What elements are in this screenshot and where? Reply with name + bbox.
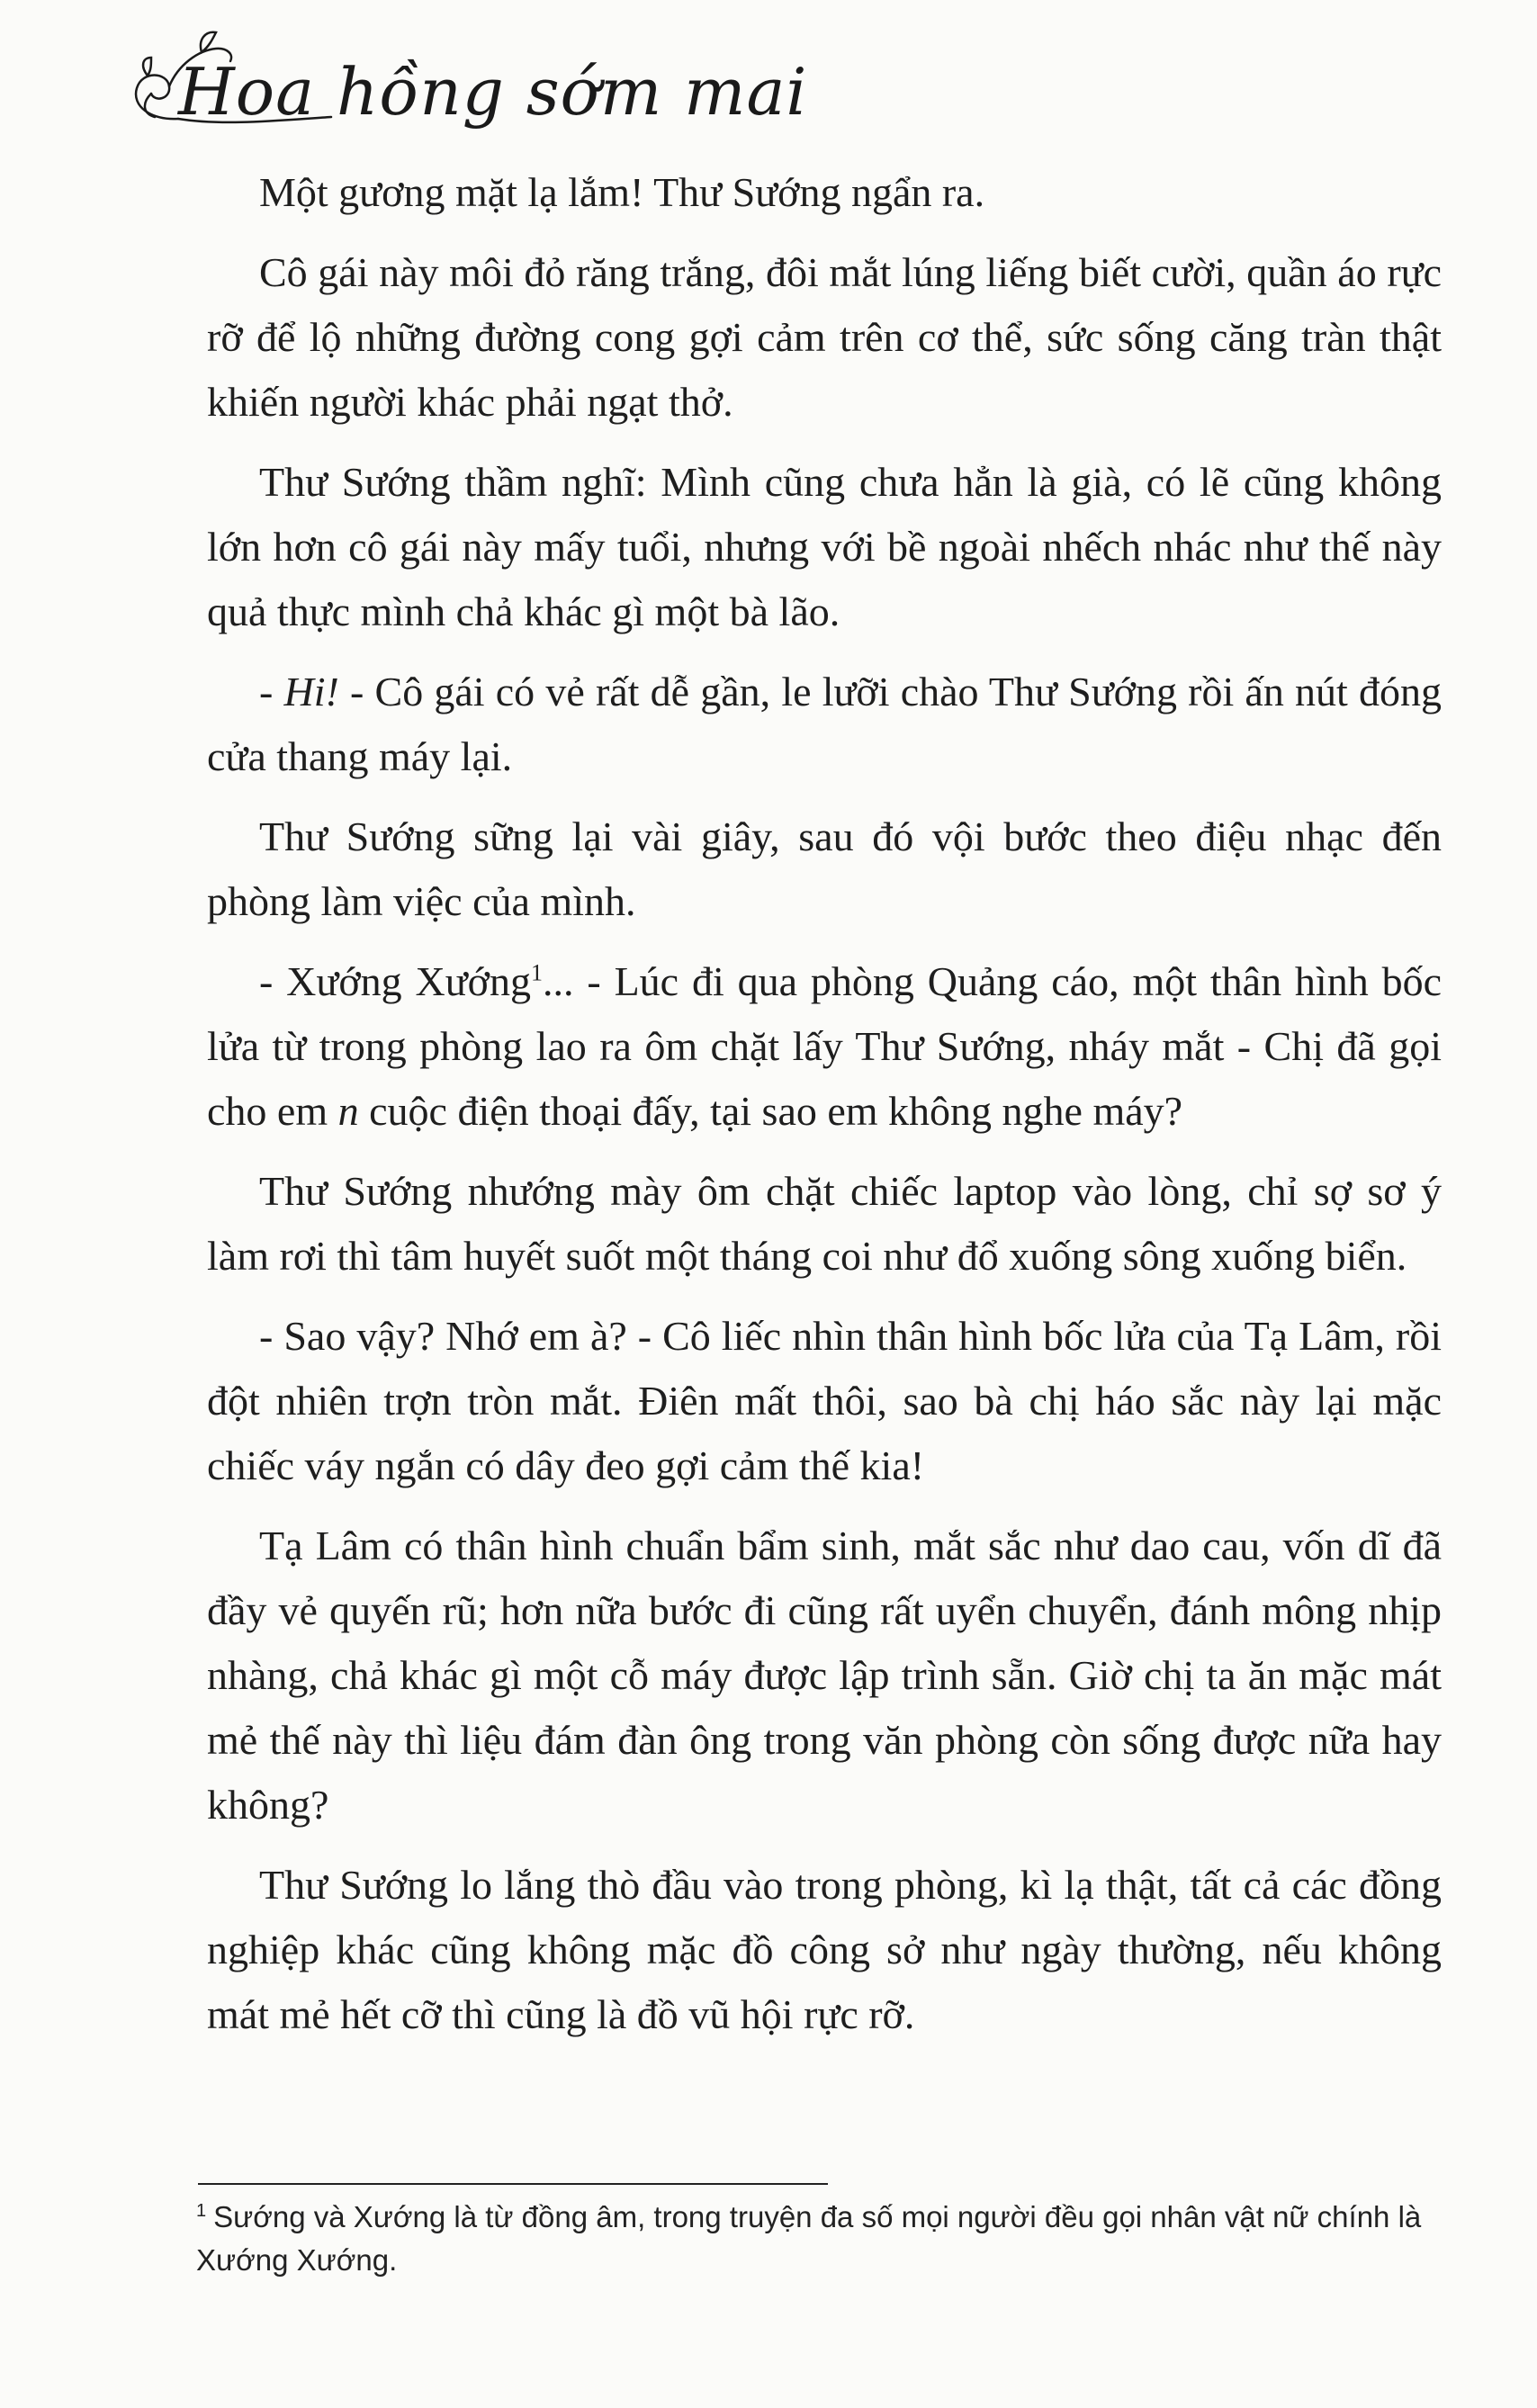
footnote-text: Sướng và Xướng là từ đồng âm, trong truyện đa số mọi người đều gọi nhân vật nữ chính là Xướng Xướng. — [196, 2200, 1422, 2277]
footnote-divider — [198, 2183, 828, 2185]
paragraph: Một gương mặt lạ lắm! Thư Sướng ngẩn ra. — [259, 169, 985, 215]
body-text — [207, 160, 1442, 2062]
paragraph: Tạ Lâm có thân hình chuẩn bẩm sinh, mắt sắc như dao cau, vốn dĩ đã đầy vẻ quyến rũ; hơn nữa bước đi cũng rất uyển chuyển, đánh mông nhịp nhàng, chả khác gì một cỗ máy được lập trình sẵn. Giờ chị ta ăn mặc mát mẻ thế này thì liệu đám đàn ông trong văn phòng còn sống được nữa hay không? — [207, 1523, 1442, 1828]
paragraph: - Hi! - Cô gái có vẻ rất dễ gần, le lưỡi chào Thư Sướng rồi ấn nút đóng cửa thang máy lại. — [207, 669, 1442, 779]
paragraph: Thư Sướng thầm nghĩ: Mình cũng chưa hẳn là già, có lẽ cũng không lớn hơn cô gái này mấy tuổi, nhưng với bề ngoài nhếch nhác như thế này quả thực mình chả khác gì một bà lão. — [207, 459, 1442, 634]
footnote-number: 1 — [196, 2201, 207, 2221]
paragraph: Thư Sướng sững lại vài giây, sau đó vội bước theo điệu nhạc đến phòng làm việc của mình. — [207, 813, 1442, 924]
footnote — [196, 2196, 1449, 2282]
paragraph: Thư Sướng nhướng mày ôm chặt chiếc laptop vào lòng, chỉ sợ sơ ý làm rơi thì tâm huyết suốt một tháng coi như đổ xuống sông xuống biển. — [207, 1168, 1442, 1279]
book-title: Hoa hồng sớm mai — [178, 54, 808, 130]
paragraph: Cô gái này môi đỏ răng trắng, đôi mắt lúng liếng biết cười, quần áo rực rỡ để lộ những đường cong gợi cảm trên cơ thể, sức sống căng tràn thật khiến người khác phải ngạt thở. — [207, 249, 1442, 425]
footnote-reference: 1 — [531, 959, 544, 986]
paragraph: Thư Sướng lo lắng thò đầu vào trong phòng, kì lạ thật, tất cả các đồng nghiệp khác cũng không mặc đồ công sở như ngày thường, nếu không mát mẻ hết cỡ thì cũng là đồ vũ hội rực rỡ. — [207, 1862, 1442, 2037]
paragraph-with-footnote-ref: - Xướng Xướng$^1$... - Lúc đi qua phòng Quảng cáo, một thân hình bốc lửa từ trong phòng lao ra ôm chặt lấy Thư Sướng, nháy mắt - Chị đã gọi cho em n cuộc điện thoại đấy, tại sao em không nghe máy? — [207, 958, 1442, 1134]
running-header — [115, 20, 808, 164]
paragraph: - Sao vậy? Nhớ em à? - Cô liếc nhìn thân hình bốc lửa của Tạ Lâm, rồi đột nhiên trợn tròn mắt. Điên mất thôi, sao bà chị háo sắc này lại mặc chiếc váy ngắn có dây đeo gợi cảm thế kia! — [207, 1313, 1442, 1488]
